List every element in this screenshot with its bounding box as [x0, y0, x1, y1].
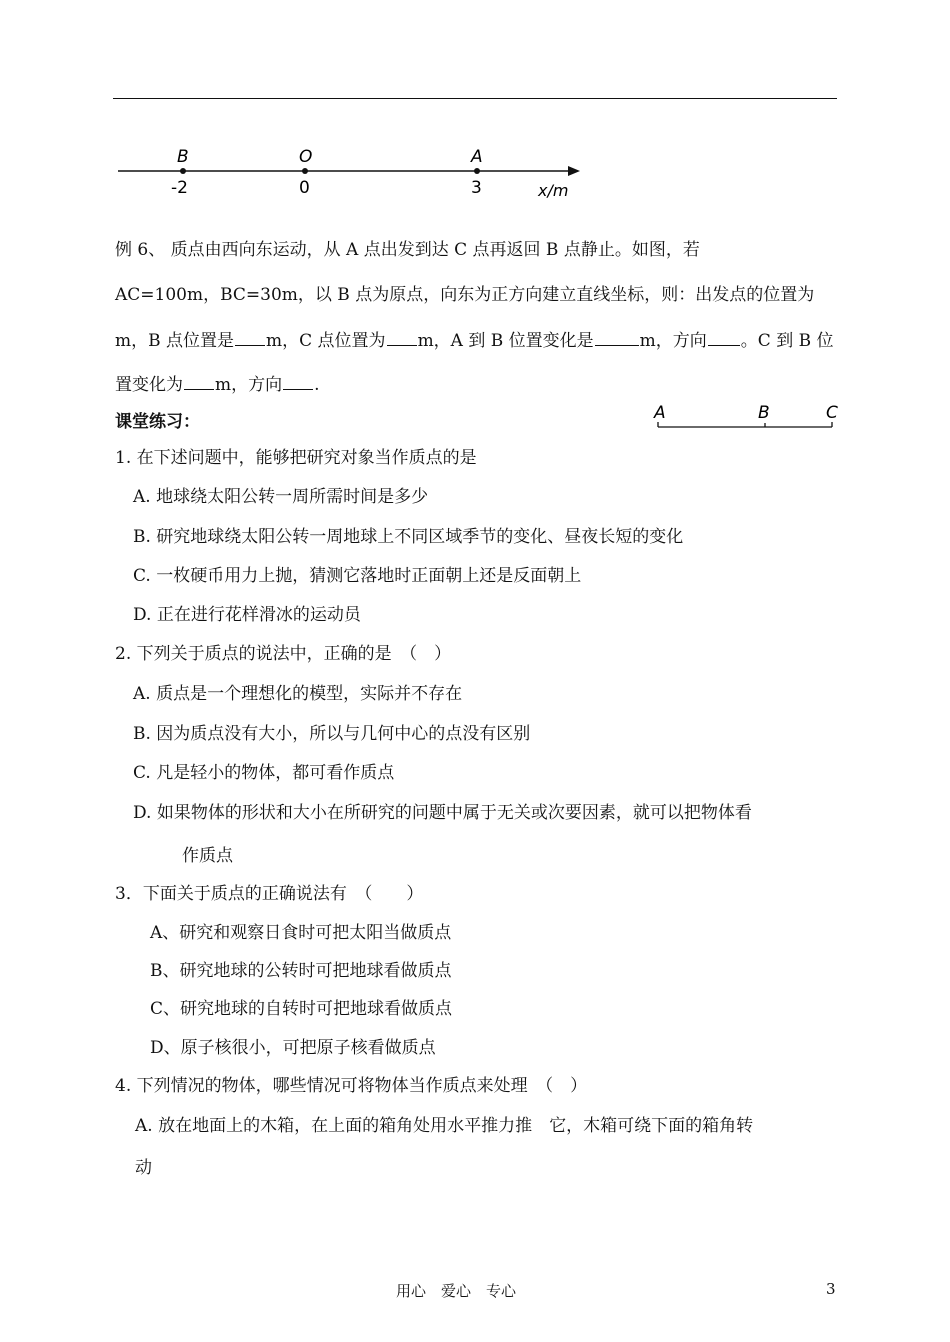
footer-motto: 用心 爱心 专心 [396, 1282, 517, 1300]
tick-label-neg2: -2 [171, 178, 188, 198]
q2-stem: 2. 下列关于质点的说法中，正确的是 （ ） [115, 644, 452, 664]
section-title: 课堂练习： [115, 412, 200, 432]
q2-option-c: C. 凡是轻小的物体，都可看作质点 [133, 763, 395, 783]
abc-label-b: B [758, 403, 770, 423]
blank [595, 328, 639, 346]
number-line-figure [110, 140, 590, 205]
text-seg: 。C 到 B 位 [740, 331, 834, 351]
abc-label-a: A [654, 403, 666, 423]
blank [283, 372, 313, 390]
text-seg: 置变化为 [115, 375, 183, 395]
q2-option-d-continued: 作质点 [182, 846, 233, 866]
q1-option-a: A. 地球绕太阳公转一周所需时间是多少 [133, 487, 429, 507]
q3-option-c: C、研究地球的自转时可把地球看做质点 [150, 999, 453, 1019]
q4-stem: 4. 下列情况的物体，哪些情况可将物体当作质点来处理 （ ） [115, 1076, 588, 1096]
blank [235, 328, 265, 346]
q1-option-c: C. 一枚硬币用力上抛，猜测它落地时正面朝上还是反面朝上 [133, 566, 582, 586]
text-seg: m，方向 [215, 375, 283, 395]
q2-option-b: B. 因为质点没有大小，所以与几何中心的点没有区别 [133, 724, 531, 744]
q1-option-d: D. 正在进行花样滑冰的运动员 [133, 605, 361, 625]
q2-option-a: A. 质点是一个理想化的模型，实际并不存在 [133, 684, 463, 704]
abc-segment-figure [650, 400, 845, 434]
q3-option-a: A、研究和观察日食时可把太阳当做质点 [150, 923, 452, 943]
blank [708, 328, 740, 346]
blank [387, 328, 417, 346]
q3-option-b: B、研究地球的公转时可把地球看做质点 [150, 961, 452, 981]
axis-label: x/m [538, 181, 569, 200]
header-rule [113, 98, 837, 99]
text-seg: m，B 点位置是 [115, 331, 235, 351]
text-seg: m，C 点位置为 [266, 331, 386, 351]
q4-option-a-continued: 动 [135, 1158, 152, 1178]
q4-option-a: A. 放在地面上的木箱，在上面的箱角处用水平推力推 它，木箱可绕下面的箱角转 [135, 1116, 754, 1136]
tick-label-3: 3 [471, 178, 482, 198]
point-label-o: O [299, 147, 313, 167]
text-seg: m，A 到 B 位置变化是 [417, 331, 594, 351]
q3-stem: 3．下面关于质点的正确说法有 （ ） [115, 884, 424, 904]
text-seg: . [314, 375, 320, 395]
q3-option-d: D、原子核很小，可把原子核看做质点 [150, 1038, 436, 1058]
point-label-a: A [471, 147, 483, 167]
blank [184, 372, 214, 390]
abc-label-c: C [826, 403, 838, 423]
text-seg: m，方向 [639, 331, 707, 351]
example6-line4 [115, 372, 320, 395]
point-label-b: B [177, 147, 189, 167]
example6-line1: 例 6、 质点由西向东运动，从 A 点出发到达 C 点再返回 B 点静止。如图，若 [115, 240, 700, 260]
example6-line2: AC=100m，BC=30m，以 B 点为原点，向东为正方向建立直线坐标，则：出发点的位置为 [115, 285, 815, 305]
tick-label-0: 0 [299, 178, 310, 198]
q1-option-b: B. 研究地球绕太阳公转一周地球上不同区域季节的变化、昼夜长短的变化 [133, 527, 684, 547]
example6-line3 [115, 328, 834, 351]
q2-option-d: D. 如果物体的形状和大小在所研究的问题中属于无关或次要因素，就可以把物体看 [133, 803, 752, 823]
q1-stem: 1. 在下述问题中，能够把研究对象当作质点的是 [115, 448, 477, 468]
page-number: 3 [826, 1280, 836, 1298]
